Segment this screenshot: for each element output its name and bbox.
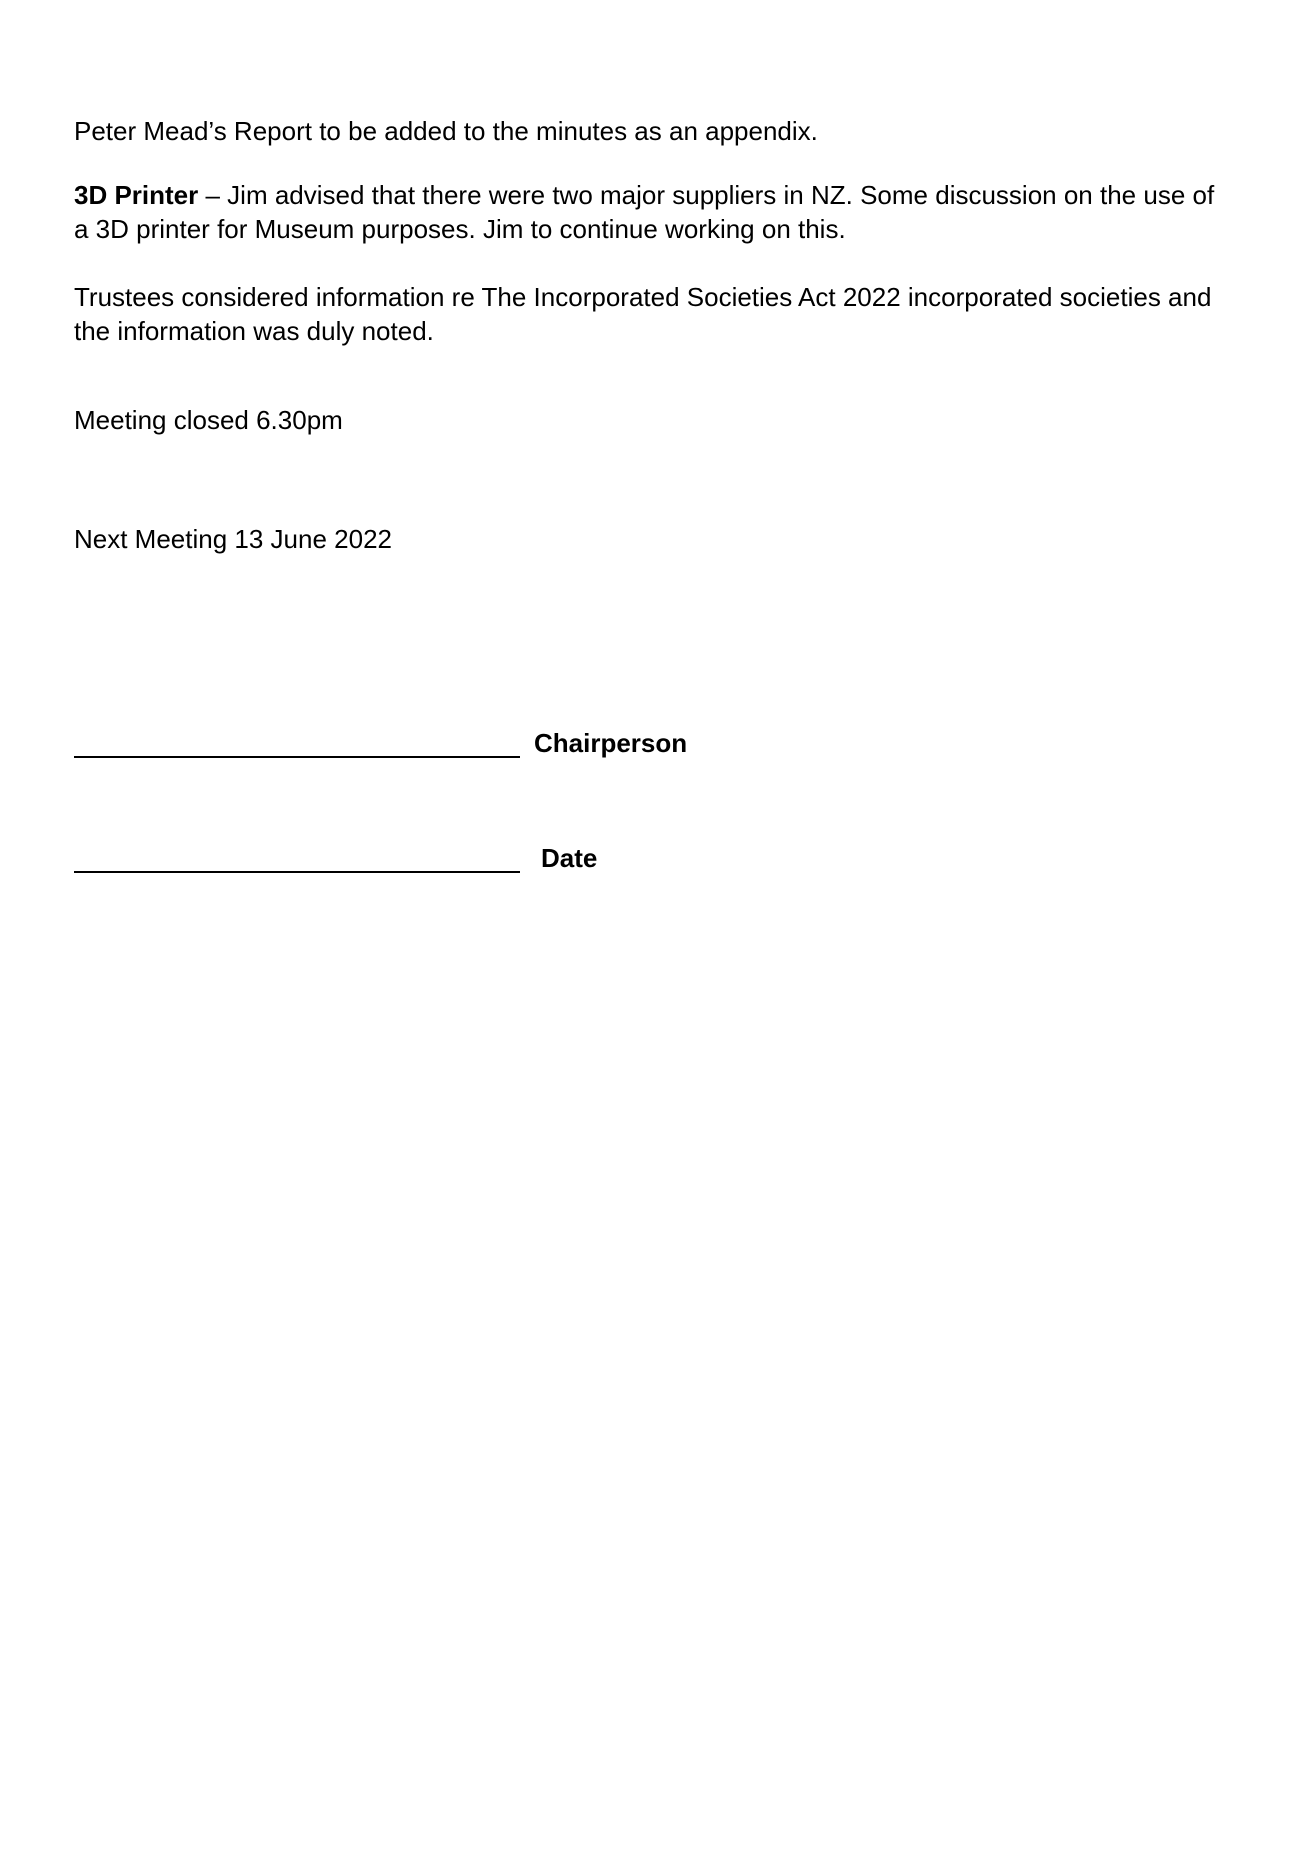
chairperson-label: Chairperson: [534, 728, 688, 758]
printer-item: [74, 178, 1234, 246]
next-meeting: Next Meeting 13 June 2022: [74, 524, 392, 554]
printer-heading: 3D Printer: [74, 180, 199, 210]
report-note: Peter Mead’s Report to be added to the minutes as an appendix.: [74, 116, 818, 146]
trustees-note: Trustees considered information re The Incorporated Societies Act 2022 incorporated societies and the information was duly noted.: [74, 282, 1212, 346]
meeting-closed: Meeting closed 6.30pm: [74, 405, 343, 435]
date-label: Date: [541, 843, 598, 873]
date-signature-line: [74, 871, 520, 873]
chairperson-signature-line: [74, 756, 520, 758]
printer-text: – Jim advised that there were two major suppliers in NZ. Some discussion on the use of a 3D printer for Museum purposes. Jim to continue working on this.: [74, 180, 1215, 244]
